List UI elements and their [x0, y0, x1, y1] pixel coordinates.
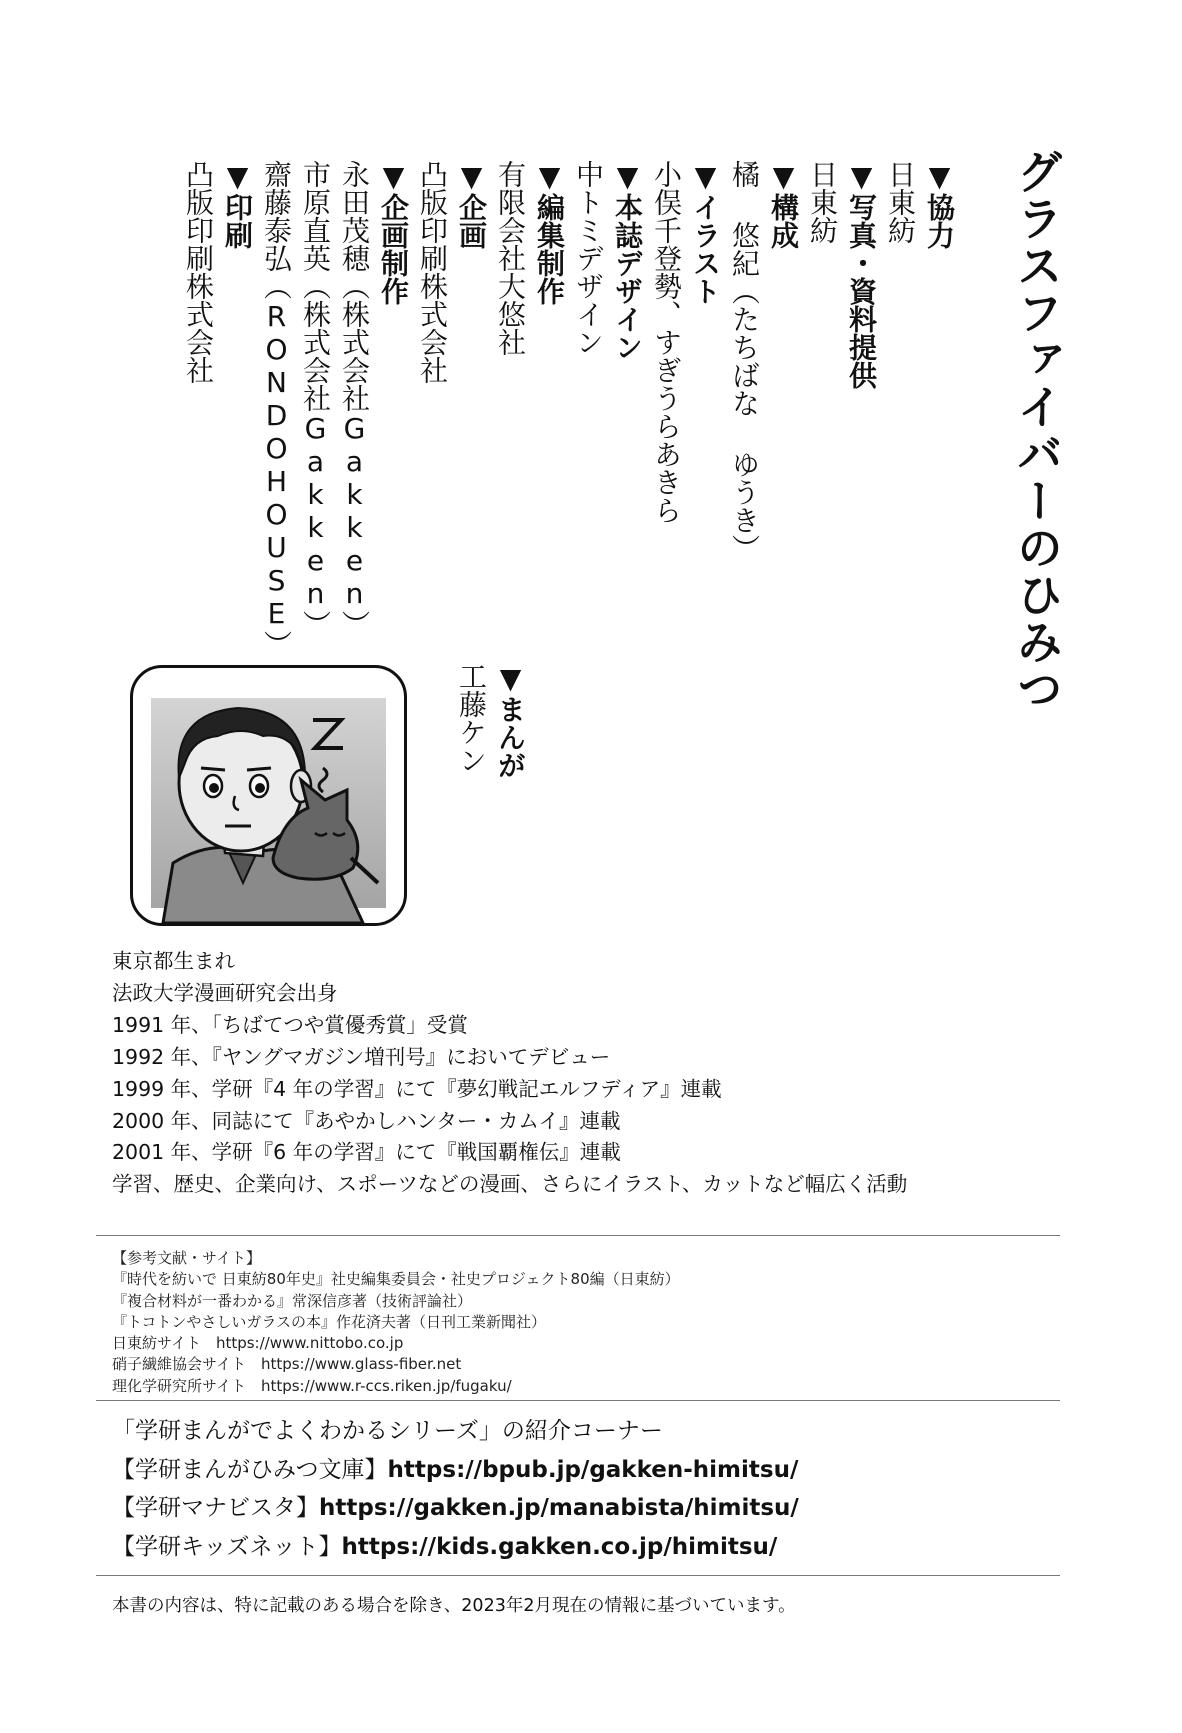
- bio-line: 法政大学漫画研究会出身: [112, 980, 338, 1005]
- credit-line: 市原直英（株式会社Gakken）: [299, 160, 332, 638]
- series-link-url[interactable]: https://gakken.jp/manabista/himitsu/: [319, 1495, 799, 1521]
- divider: [96, 1235, 1060, 1236]
- credit-heading-editorial: ▼編集制作: [533, 160, 566, 305]
- series-link-item: [112, 1489, 799, 1528]
- credit-line: 齋藤泰弘（RONDOHOUSE）: [260, 160, 293, 658]
- credit-heading-photo: ▼写真・資料提供: [845, 160, 878, 389]
- reference-item: 日東紡サイト https://www.nittobo.co.jp: [112, 1334, 404, 1353]
- credit-line: 凸版印刷株式会社: [182, 160, 215, 384]
- series-link-item: [112, 1451, 799, 1490]
- series-link-label: 【学研マナビスタ】: [112, 1495, 319, 1521]
- bio-line: 学習、歴史、企業向け、スポーツなどの漫画、さらにイラスト、カットなど幅広く活動: [112, 1172, 908, 1197]
- manga-artist-name: 工藤ケン: [455, 662, 488, 774]
- credit-line: 小俣千登勢、すぎうらあきら: [650, 160, 683, 524]
- credit-heading-design: ▼本誌デザイン: [611, 160, 644, 361]
- credit-line: 凸版印刷株式会社: [416, 160, 449, 384]
- footnote: 本書の内容は、特に記載のある場合を除き、2023年2月現在の情報に基づいています。: [112, 1596, 796, 1616]
- series-links: [112, 1412, 799, 1566]
- credit-line: 日東紡: [806, 160, 839, 244]
- credit-heading-planning: ▼企画: [455, 160, 488, 249]
- bio-line: 1999 年、学研『4 年の学習』にて『夢幻戦記エルフディア』連載: [112, 1076, 722, 1101]
- bio-line: 2000 年、同誌にて『あやかしハンター・カムイ』連載: [112, 1108, 621, 1133]
- credit-line: 橘 悠紀（たちばな ゆうき）: [728, 160, 761, 562]
- credit-heading-composition: ▼構成: [767, 160, 800, 249]
- credit-heading-illustration: ▼イラスト: [689, 160, 722, 305]
- divider: [96, 1400, 1060, 1401]
- reference-item: 『複合材料が一番わかる』常深信彦著（技術評論社）: [112, 1291, 473, 1310]
- bio-line: 2001 年、学研『6 年の学習』にて『戦国覇権伝』連載: [112, 1140, 621, 1165]
- series-link-label: 【学研キッズネット】: [112, 1533, 342, 1560]
- author-bio: [112, 946, 907, 1201]
- credit-line: 有限会社大悠社: [494, 160, 527, 356]
- series-link-url[interactable]: https://kids.gakken.co.jp/himitsu/: [341, 1533, 778, 1560]
- credit-line: 中トミデザイン: [572, 160, 605, 356]
- manga-heading: ▼まんが: [494, 662, 527, 779]
- bio-line: 東京都生まれ: [112, 949, 235, 973]
- bio-line: 1991 年、「ちばてつや賞優秀賞」受賞: [112, 1012, 468, 1037]
- credit-heading-printing: ▼印刷: [221, 160, 254, 249]
- reference-item: 硝子繊維協会サイト https://www.glass-fiber.net: [112, 1355, 462, 1374]
- reference-item: 『トコトンやさしいガラスの本』作花済夫著（日刊工業新聞社）: [112, 1312, 546, 1331]
- page-title: グラスファイバーのひみつ: [1010, 148, 1064, 712]
- author-caricature-icon: [133, 668, 404, 923]
- author-portrait: [130, 665, 407, 926]
- credit-line: 永田茂穂（株式会社Gakken）: [338, 160, 371, 638]
- credit-heading-production: ▼企画制作: [377, 160, 410, 305]
- credit-heading-cooperation: ▼協力: [923, 160, 956, 249]
- series-link-url[interactable]: https://bpub.jp/gakken-himitsu/: [387, 1456, 799, 1483]
- credit-line: 日東紡: [884, 160, 917, 244]
- series-link-item: [112, 1528, 799, 1567]
- reference-heading: 【参考文献・サイト】: [112, 1249, 261, 1267]
- series-link-label: 【学研まんがひみつ文庫】: [112, 1456, 388, 1483]
- bio-line: 1992 年、『ヤングマガジン増刊号』においてデビュー: [112, 1044, 611, 1069]
- reference-item: 『時代を紡いで 日東紡80年史』社史編集委員会・社史プロジェクト80編（日東紡）: [112, 1270, 680, 1289]
- references-list: [112, 1248, 680, 1397]
- series-intro: 「学研まんがでよくわかるシリーズ」の紹介コーナー: [112, 1418, 663, 1444]
- reference-item: 理化学研究所サイト https://www.r-ccs.riken.jp/fugaku/: [112, 1376, 512, 1395]
- divider: [96, 1575, 1060, 1576]
